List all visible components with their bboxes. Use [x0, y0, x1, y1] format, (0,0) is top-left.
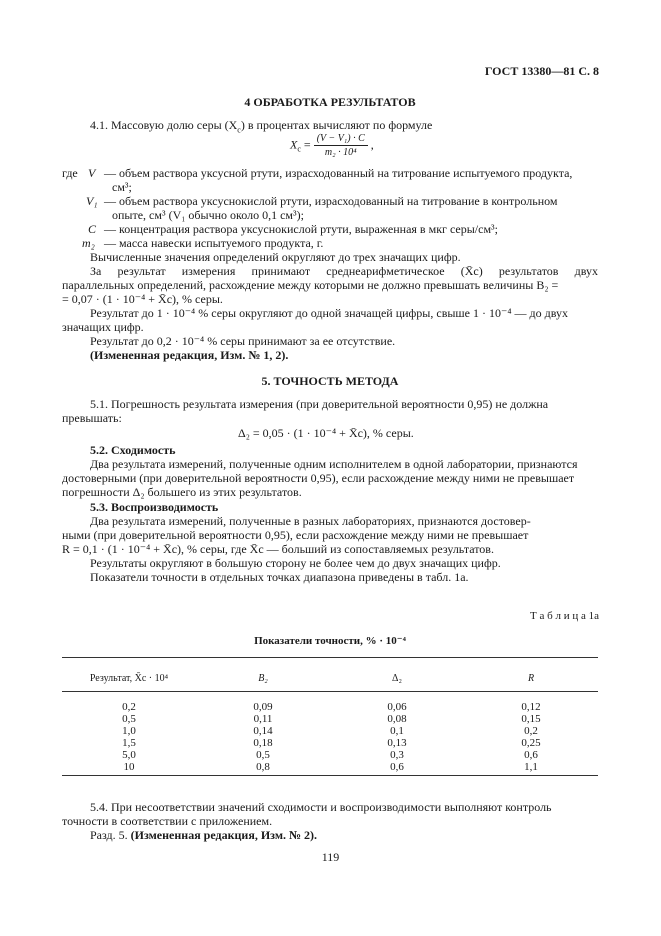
- para-5-3-2: ными (при доверительной вероятности 0,95), если расхождение между ними не превышает: [62, 528, 529, 542]
- para-edit-note: (Измененная редакция, Изм. № 1, 2).: [90, 348, 289, 362]
- section-4-title: 4 ОБРАБОТКА РЕЗУЛЬТАТОВ: [244, 95, 416, 109]
- def-v1-cont: опыте, см³ (V₁ обычно около 0,1 см³);: [112, 208, 304, 222]
- running-header: ГОСТ 13380—81 С. 8: [484, 64, 599, 78]
- p-4-1-sub: c: [237, 125, 241, 135]
- formula-lhs: X: [290, 137, 298, 152]
- table-cell: 0,5: [122, 713, 136, 725]
- para-5-1-1: 5.1. Погрешность результата измерения (при доверительной вероятности 0,95) не должна: [90, 397, 549, 411]
- table-cell: 5,0: [122, 749, 136, 761]
- def-c-symbol: C: [88, 222, 97, 236]
- def-v1-text: — объем раствора уксуснокислой ртути, израсходованный на титрование в контрольном: [104, 194, 558, 208]
- table-cell: 0,25: [521, 737, 541, 749]
- table-cell: 0,6: [524, 749, 538, 761]
- table-top-rule: [62, 657, 598, 658]
- table-cell: 0,3: [390, 749, 404, 761]
- p-4-1-end: ) в процентах вычисляют по формуле: [240, 118, 433, 132]
- para-5-4-2: точности в соответствии с приложением.: [62, 814, 273, 828]
- table-cell: 0,06: [387, 701, 407, 713]
- formula-fraction: [314, 132, 368, 159]
- formula-tail: ,: [370, 137, 374, 152]
- para-result-1: За результат измерения принимают среднеарифметическое (X̄c) результатов двух: [90, 264, 598, 278]
- p-4-1-start: 4.1. Массовую долю серы (X: [90, 118, 238, 132]
- table-cell: 0,09: [253, 701, 273, 713]
- table-header-result: Результат, X̄c · 10⁴: [89, 673, 169, 684]
- table-label: Т а б л и ц а 1а: [530, 610, 599, 622]
- table-cell: 1,0: [122, 725, 136, 737]
- para-table-ref: Показатели точности в отдельных точках диапазона приведены в табл. 1а.: [90, 570, 469, 584]
- section-5-title: 5. ТОЧНОСТЬ МЕТОДА: [261, 374, 399, 388]
- para-up-to-2: значащих цифр.: [62, 320, 144, 334]
- formula-lhs-sub: c: [297, 144, 301, 154]
- paragraph-4-1: [90, 118, 432, 137]
- def-v-cont: см³;: [112, 180, 132, 194]
- para-round-2: Результаты округляют в большую сторону не более чем до двух значащих цифр.: [90, 556, 501, 570]
- table-header-rule: [62, 691, 598, 692]
- para-final-edit: (Измененная редакция, Изм. № 2).: [130, 828, 318, 842]
- formula-denominator: m₂ · 10⁴: [324, 147, 357, 158]
- para-5-4-1: 5.4. При несоответствии значений сходимости и воспроизводимости выполняют контроль: [90, 800, 552, 814]
- def-v-symbol: V: [88, 166, 96, 180]
- table-cell: 1,5: [122, 737, 136, 749]
- table-cell: 0,2: [524, 725, 538, 737]
- para-result-2: параллельных определений, расхождение между которыми не должно превышать величины B₂ =: [62, 278, 559, 292]
- table-header-delta2: Δ₂: [392, 673, 402, 684]
- para-up-to-1: Результат до 1 · 10⁻⁴ % серы округляют до одной значащей цифры, свыше 1 · 10⁻⁴ — до двух: [90, 306, 568, 320]
- para-final: [90, 828, 317, 843]
- table-title: Показатели точности, % · 10⁻⁴: [254, 635, 406, 647]
- table-cell: 0,14: [253, 725, 273, 737]
- def-m2-text: — масса навески испытуемого продукта, г.: [104, 236, 324, 250]
- para-5-3-1: Два результата измерений, полученные в разных лабораториях, признаются достовер-: [90, 514, 531, 528]
- table-cell: 0,2: [122, 701, 136, 713]
- table-cell: 0,6: [390, 761, 404, 773]
- table-cell: 0,08: [387, 713, 407, 725]
- table-cell: 10: [123, 761, 135, 773]
- table-header-b2: B₂: [258, 673, 268, 684]
- where-label: где: [62, 166, 78, 180]
- def-m2-symbol: m₂: [82, 236, 95, 250]
- heading-5-3: 5.3. Воспроизводимость: [90, 500, 219, 514]
- table-cell: 0,18: [253, 737, 273, 749]
- para-result-3: = 0,07 · (1 · 10⁻⁴ + X̄c), % серы.: [62, 292, 223, 306]
- para-round: Вычисленные значения определений округляют до трех значащих цифр.: [90, 250, 461, 264]
- formula-numerator: (V − V₁) · C: [314, 132, 368, 146]
- heading-5-2: 5.2. Сходимость: [90, 443, 176, 457]
- para-5-2-1: Два результата измерений, полученные одним исполнителем в одной лаборатории, признаются: [90, 457, 578, 471]
- para-5-3-3: R = 0,1 · (1 · 10⁻⁴ + X̄c), % серы, где X̄c — больший из сопоставляемых результатов.: [62, 542, 494, 556]
- table-cell: 0,13: [387, 737, 407, 749]
- page-number: 119: [321, 850, 340, 864]
- def-v1-symbol: V₁: [86, 194, 98, 208]
- table-cell: 0,11: [253, 713, 273, 725]
- table-cell: 1,1: [524, 761, 538, 773]
- def-v-text: — объем раствора уксусной ртути, израсходованный на титрование испытуемого продукта,: [104, 166, 573, 180]
- def-c-text: — концентрация раствора уксуснокислой ртути, выраженная в мкг серы/см³;: [104, 222, 498, 236]
- table-cell: 0,15: [521, 713, 541, 725]
- table-header-r: R: [527, 673, 535, 684]
- para-5-1-2: превышать:: [62, 411, 122, 425]
- table-cell: 0,5: [256, 749, 270, 761]
- formula-delta: Δ₂ = 0,05 · (1 · 10⁻⁴ + X̄c), % серы.: [238, 426, 414, 440]
- table-cell: 0,12: [521, 701, 541, 713]
- para-absent: Результат до 0,2 · 10⁻⁴ % серы принимают за ее отсутствие.: [90, 334, 396, 348]
- table-bottom-rule: [62, 775, 598, 776]
- para-final-prefix: Разд. 5.: [90, 828, 131, 842]
- para-5-2-3: погрешности Δ₂ большего из этих результатов.: [62, 485, 302, 499]
- table-cell: 0,1: [390, 725, 404, 737]
- para-5-2-2: достоверными (при доверительной вероятности 0,95), если расхождение между ними не превышает: [62, 471, 575, 485]
- formula-mass-fraction: $X_c$ = $\frac{\text{(V − V₁) · C}}{\text{m₂ · 10⁴}}$ ,: [290, 133, 374, 158]
- table-cell: 0,8: [256, 761, 270, 773]
